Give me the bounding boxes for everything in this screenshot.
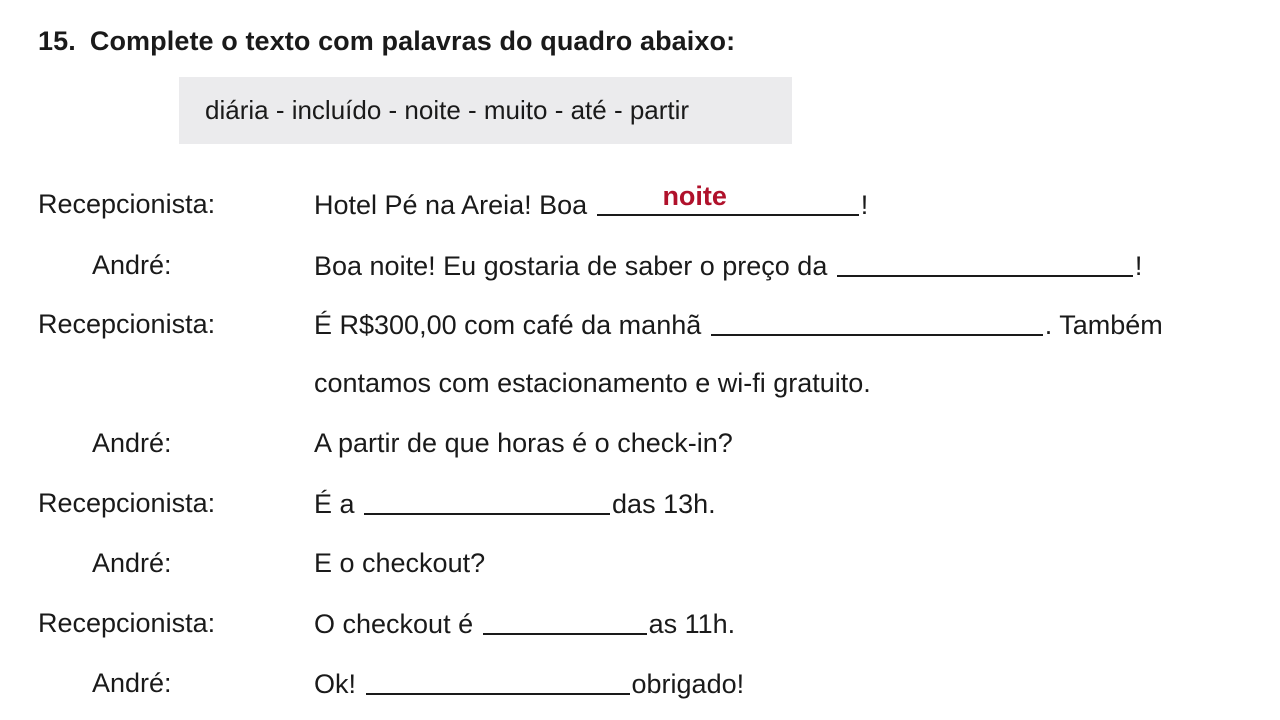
speaker-label: André: [92, 250, 172, 280]
speaker-label: Recepcionista: [38, 309, 216, 339]
exercise-number: 15. [38, 26, 76, 56]
line-text: Hotel Pé na Areia! Boa [314, 190, 595, 220]
answer-blank[interactable] [837, 248, 1133, 277]
answer-blank[interactable] [597, 181, 859, 216]
line-text: O checkout é [314, 609, 481, 639]
dialogue-line [314, 666, 744, 701]
exercise-title [38, 26, 735, 57]
line-text: . Também [1044, 310, 1163, 340]
speaker-label: Recepcionista: [38, 189, 216, 219]
exercise-instruction: Complete o texto com palavras do quadro abaixo: [89, 26, 736, 56]
dialogue-line [314, 366, 871, 400]
line-text: É a [314, 489, 363, 519]
dialogue-line [314, 307, 1163, 342]
line-text: E o checkout? [314, 548, 486, 578]
line-text: ! [860, 190, 869, 220]
dialogue-line [314, 181, 869, 222]
speaker-label: André: [92, 668, 172, 698]
line-text: contamos com estacionamento e wi-fi gratuito. [314, 368, 871, 398]
answer-blank[interactable] [711, 307, 1043, 336]
speaker-label: André: [92, 548, 172, 578]
line-text: das 13h. [612, 489, 716, 519]
line-text: as 11h. [648, 609, 736, 639]
speaker-label: Recepcionista: [38, 608, 216, 638]
line-text: A partir de que horas é o check-in? [314, 428, 733, 458]
dialogue-line [314, 606, 735, 641]
line-text: Ok! [314, 669, 364, 699]
word-bank-text: diária - incluído - noite - muito - até - partir [205, 95, 690, 125]
answer-blank[interactable] [366, 666, 630, 695]
line-text: obrigado! [631, 669, 745, 699]
dialogue-line [314, 546, 485, 580]
answer-blank[interactable] [364, 486, 610, 515]
speaker-label: André: [92, 428, 172, 458]
dialogue-line [314, 426, 733, 460]
answer-blank[interactable] [483, 606, 647, 635]
line-text: ! [1134, 251, 1143, 281]
filled-answer: noite [662, 181, 727, 211]
dialogue-line [314, 248, 1142, 283]
speaker-label: Recepcionista: [38, 488, 216, 518]
line-text: É R$300,00 com café da manhã [314, 310, 709, 340]
line-text: Boa noite! Eu gostaria de saber o preço da [314, 251, 835, 281]
word-bank-box [179, 77, 792, 144]
dialogue-line [314, 486, 716, 521]
